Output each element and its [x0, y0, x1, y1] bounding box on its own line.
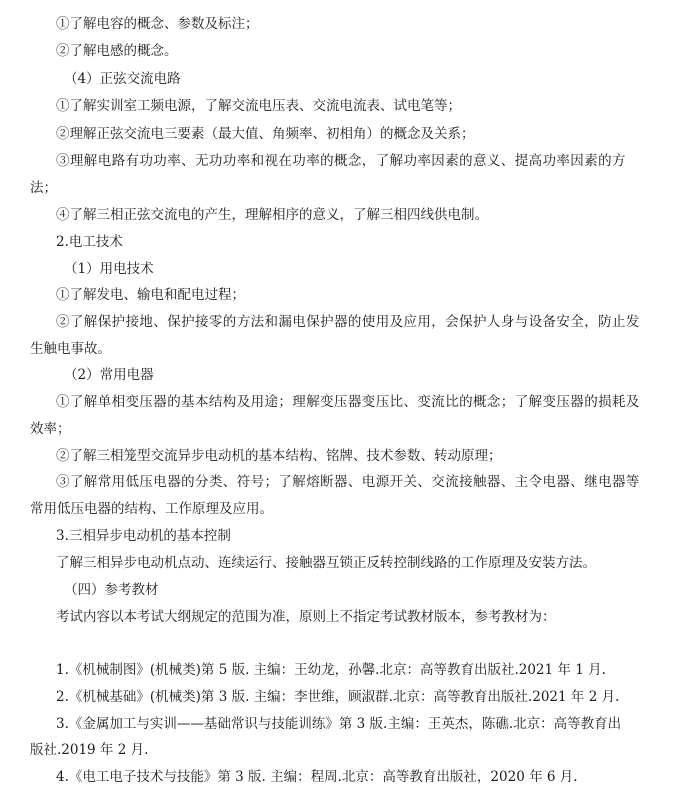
section-heading: 2.电工技术 [56, 234, 123, 250]
text-line: ③理解电路有功功率、无功功率和视在功率的概念，了解功率因素的意义、提高功率因素的方 [56, 153, 626, 169]
text-line: ②理解正弦交流电三要素（最大值、角频率、初相角）的概念及关系； [56, 126, 475, 142]
section-heading: 3.三相异步电动机的基本控制 [56, 528, 231, 544]
text-line: 考试内容以本考试大纲规定的范围为准，原则上不指定考试教材版本，参考教材为： [56, 609, 556, 625]
text-line: 效率； [30, 421, 71, 437]
reference-item: 1.《机械制图》(机械类)第 5 版. 主编：王幼龙，孙馨.北京：高等教育出版社.2021 年 1 月. [56, 662, 606, 678]
reference-item: 2.《机械基础》(机械类)第 3 版. 主编：李世维，顾淑群.北京：高等教育出版社.2021 年 2 月. [56, 689, 620, 705]
text-line: ①了解单相变压器的基本结构及用途；理解变压器变压比、变流比的概念；了解变压器的损耗及 [56, 394, 640, 410]
text-line: 生触电事故。 [30, 341, 111, 357]
text-line: ①了解发电、输电和配电过程； [56, 287, 245, 303]
text-line: 常用低压电器的结构、工作原理及应用。 [30, 501, 273, 517]
text-line: ①了解电容的概念、参数及标注； [56, 16, 259, 32]
text-line: 了解三相异步电动机点动、连续运行、接触器互锁正反转控制线路的工作原理及安装方法。 [56, 555, 596, 571]
text-line: ①了解实训室工频电源，了解交流电压表、交流电流表、试电笔等； [56, 98, 461, 114]
text-line: ④了解三相正弦交流电的产生，理解相序的意义，了解三相四线供电制。 [56, 207, 488, 223]
text-line: 法； [30, 180, 57, 196]
text-line: ②了解三相笼型交流异步电动机的基本结构、铭牌、技术参数、转动原理； [56, 448, 502, 464]
section-heading: （2）常用电器 [64, 367, 154, 383]
section-heading: （四）参考教材 [64, 582, 159, 598]
text-line: ③了解常用低压电器的分类、符号；了解熔断器、电源开关、交流接触器、主令电器、继电器等 [56, 474, 640, 490]
reference-item: 3.《金属加工与实训——基础常识与技能训练》第 3 版.主编：王英杰，陈礁.北京：高等教育出 [56, 716, 622, 732]
reference-item: 版社.2019 年 2 月. [30, 742, 149, 758]
text-line: ②了解保护接地、保护接零的方法和漏电保护器的使用及应用，会保护人身与设备安全，防止发 [56, 314, 640, 330]
text-line: ②了解电感的概念。 [56, 43, 178, 59]
section-heading: （4）正弦交流电路 [64, 71, 181, 87]
section-heading: （1）用电技术 [64, 261, 154, 277]
reference-item: 4.《电工电子技术与技能》第 3 版. 主编：程周.北京：高等教育出版社，2020 年 6 月. [56, 769, 578, 785]
